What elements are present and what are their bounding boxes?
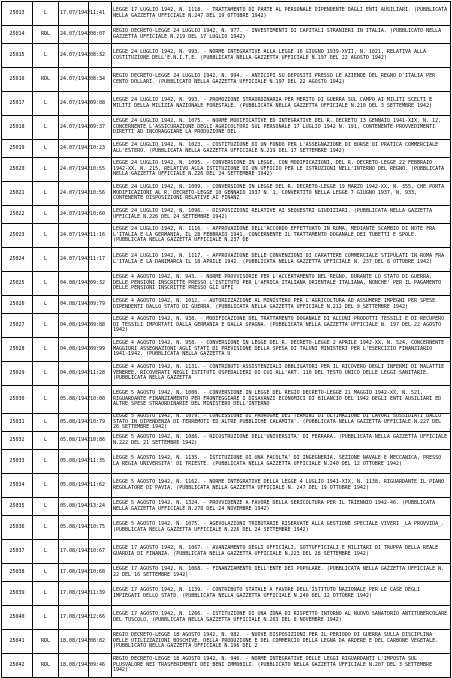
record-number-cell: 25014 [2,26,33,44]
table-row [2,182,451,206]
time-cell: 09:79 [89,296,112,314]
table-row [2,224,451,248]
time-cell: 09:37 [89,116,112,140]
time-cell: 13:24 [89,498,112,516]
record-number-cell: 25041 [2,630,33,654]
act-type-cell: L [33,450,59,474]
table-row [2,386,451,414]
record-number-cell: 25040 [2,606,33,630]
time-cell: 12:66 [89,606,112,630]
act-date-cell: 04.08/1942 [59,296,89,314]
act-type-cell: L [33,182,59,206]
record-number-cell: 25027 [2,314,33,338]
act-description-cell: LEGGE 24 LUGLIO 1942, N. 1009. - CONVERSIONE IN LEGGE DEL R. DECRETO-LEGGE 19 MARZO 1942-XX, N. 355, CHE PORTA MODIFICAZIONI AL R. DECRETO-LEGGE 10 GENNAIO 1937 N. 1, CONVERTITO NELLA LEGGE 7 GIUGNO 1937, N. 933, CONTENENTE DISPOSIZIONI RELATIVE AI FINANZ [112,182,451,206]
act-date-cell: 18.08/1942 [59,630,89,654]
act-description-cell: LEGGE 4 AGOSTO 1942, N. 938. - MODIFICAZIONE DEL TRATTAMENTO DOGANALE DI ALCUNI PRODOTTI TESSILI E DI RECUPERO DI TESSILI IMPORTATI DALLA GERMANIA E DALLA SPAGNA. (PUBBLICATA NELLA GAZZETTA UFFICIALE N. 197 DEL 22 AGOSTO 1942) [112,314,451,338]
record-number-cell: 25042 [2,654,33,678]
time-cell: 11:39 [89,582,112,606]
record-number-cell: 25019 [2,140,33,158]
act-description-cell: LEGGE 17 AGOSTO 1942, N. 1068. - FINANZIAMENTO DELL'ENTE DEI POPOLARE. (PUBBLICATA NELLA GAZZETTA UFFICIALE N. 22 DEL 16 SETTEMBRE 1942) [112,564,451,582]
act-type-cell: L [33,158,59,182]
act-date-cell: 24.07/1942 [59,116,89,140]
time-cell: 10:00 [89,386,112,414]
time-cell: 10:79 [89,414,112,432]
act-type-cell: RDL [33,26,59,44]
act-type-cell: L [33,272,59,296]
act-type-cell: RDL [33,68,59,92]
act-date-cell: 04.08/1942 [59,272,89,296]
act-description-cell: LEGGE 5 AGOSTO 1942, N. 1324. - PROVVIDENZE A FAVORE DELLA SERICOLTURA PER IL TRIENNIO 1942-46. (PUBBLICATA NELLA GAZZETTA UFFICIALE N.278 DEL 24 NOVEMBRE 1942) [112,498,451,516]
act-description-cell: LEGGE 24 LUGLIO 1942, N. 993. - NORME INTEGRATIVE ALLA LEGGE 16 GIUGNO 1939-XVII, N. 1021, RELATIVA ALLA COSTITUZIONE DELL'E.N.I.T.E. (PUBBLICATA NELLA GAZZETTA UFFICIALE N.197 DEL 22 AGOSTO 1942) [112,44,451,68]
act-type-cell: L [33,224,59,248]
act-date-cell: 05.08/1942 [59,386,89,414]
act-date-cell: 24.07/1942 [59,140,89,158]
time-cell: 10:60 [89,206,112,224]
act-description-cell: LEGGE 4 AGOSTO 1942, N. 1131. - CONTRIBUTI ASSISTENZIALI OBBLIGATORI PER IL RICOVERO DEGLI INFERMI DI MALATTIE VENEREE, RICOVERATI NEGLI ISTITUTI OSPEDALIERI DI CUI ALL'ART. 110 DEL TESTO UNICO DELLE LEGGI SANITARIE. (PUBBLICATA NELLA GAZZETTA [112,362,451,386]
act-date-cell: 24.07/1942 [59,44,89,68]
act-description-cell: LEGGE 5 AGOSTO 1942, N. 1000. - CONVERSIONE IN LEGGE DEL REGIO DECRETO-LEGGE 21 MAGGIO 1942-XX, N. 521, RIGUARDANTE FINANZIAMENTO PER FRONTEGGIARE I DISAVANZI ECONOMICI DI BILANCIO DEL 1942 DEGLI ENTI AUSILIARI ED ALTRE SPESE STRAORDINARIE DEL MINISTERO DELL'INTERNO [112,386,451,414]
record-number-cell: 25018 [2,116,33,140]
time-cell: 11:16 [89,224,112,248]
time-cell: 10:56 [89,182,112,206]
act-date-cell: 17.07/1942 [59,2,89,26]
act-date-cell: 05.08/1942 [59,450,89,474]
record-number-cell: 25026 [2,296,33,314]
record-number-cell: 25032 [2,432,33,450]
act-date-cell: 24.07/1942 [59,26,89,44]
record-number-cell: 25013 [2,2,33,26]
record-number-cell: 25024 [2,248,33,272]
act-date-cell: 05.08/1942 [59,474,89,498]
table-row [2,414,451,432]
table-row [2,338,451,362]
record-number-cell: 25015 [2,44,33,68]
act-date-cell: 24.07/1942 [59,206,89,224]
time-cell: 11:17 [89,248,112,272]
act-description-cell: LEGGE 24 LUGLIO 1942, N. 1117. - APPROVAZIONE DELLE CONVENZIONI DI CARATTERE COMMERCIALE STIPULATI IN ROMA FRA L'ITALIA E LA DANIMARCA IL 18 APRILE 1942. (PUBBLICATA NELLA GAZZETTA UFFICIALE N. 237 DEL 8 OTTOBRE 1942) [112,248,451,272]
act-description-cell: REGIO DECRETO-LEGGE 24 LUGLIO 1942, N. 977. - INVESTIMENTI DI CAPITALI STRANIERI IN ITALIA. (PUBBLICATO NELLA GAZZETTA UFFICIALE N.219 DEL 17 LUGLIO 1942) [112,26,451,44]
record-number-cell: 25036 [2,516,33,540]
act-description-cell: LEGGE 17 LUGLIO 1942, N. 1118. - TRATTAMENTO DI PARTE AL PERSONALE DIPENDENTE DAGLI ENTI AUSILIARI. (PUBBLICATA NELLA GAZZETTA UFFICIALE N.247 DEL 19 OTTOBRE 1942) [112,2,451,26]
table-row [2,206,451,224]
record-number-cell: 25020 [2,158,33,182]
act-date-cell: 24.07/1942 [59,158,89,182]
table-row [2,540,451,564]
act-date-cell: 05.08/1942 [59,414,89,432]
time-cell: 11:28 [89,362,112,386]
act-description-cell: LEGGE 24 LUGLIO 1942, N. 1023. - COSTITUZIONE DI UN FONDO PER L'ASSEGNAZIONE DI BORSE DI PRATICA COMMERCIALE ALL'ESTERO. (PUBBLICATA NELLA GAZZETTA UFFICIALE N.219 DEL 17 SETTEMBRE 1942) [112,140,451,158]
time-cell: 09:32 [89,272,112,296]
table-row [2,272,451,296]
time-cell: 10:75 [89,516,112,540]
table-row [2,450,451,474]
record-number-cell: 25031 [2,414,33,432]
act-type-cell: L [33,362,59,386]
act-type-cell: L [33,2,59,26]
act-description-cell: REGIO DECRETO-LEGGE 18 AGOSTO 1942, N. 946. - NORME INTEGRATIVE DELLE LEGGI RIGUARDANTI L'IMPOSTA SUL PLUSVALORE NEI TRASFERIMENTI DEI BENI IMMOBILI. (PUBBLICATO NELLA GAZZETTA UFFICIALE N.207 DEL 3 SETTEMBRE 1942) [112,654,451,678]
table-row [2,314,451,338]
record-number-cell: 25030 [2,386,33,414]
time-cell: 08:07 [89,26,112,44]
act-date-cell: 04.08/1942 [59,314,89,338]
act-description-cell: REGIO DECRETO-LEGGE 18 AGOSTO 1942, N. 982. - NUOVE DISPOSIZIONI PER IL PERIODO DI GUERRA SULLA DISCIPLINA DELLE UTILIZZAZIONI BOSCHIVE, DELLA PRODUZIONE E DEL COMMERCIO DELLA LEGNA DA ARDERE E DEL CARBONE VEGETALE. (PUBBLICATO NELLA GAZZETTA UFFICIALE N.196 DEL 2 [112,630,451,654]
act-date-cell: 17.08/1942 [59,564,89,582]
table-row [2,68,451,92]
act-description-cell: LEGGE 17 AGOSTO 1942, N. 1139. - CONTRIBUTO STATALE A FAVORE DELL'ISTITUTO NAZIONALE PER LE CASE DEGLI IMPIEGATI DELLO STATO. (PUBBLICATA NELLA GAZZETTA UFFICIALE N.240 DEL 12 OTTOBRE 1942) [112,582,451,606]
act-type-cell: L [33,474,59,498]
time-cell: 10:67 [89,540,112,564]
act-description-cell: LEGGE 4 AGOSTO 1942, N. 958. - CONVERSIONE IN LEGGE DEL R. DECRETO-LEGGE 2 APRILE 1942-XX, N. 524, CONCERNENTE MAGGIORI ASSEGNAZIONI AGLI STATI DI PREVISIONE DELLA SPESA DI TALUNI MINISTERI PER L'ESERCIZIO FINANZIARIO 1941-1942. (PUBBLICATA NELLA GAZZETTA U [112,338,451,362]
table-row [2,630,451,654]
table-body [2,2,451,678]
act-type-cell: L [33,516,59,540]
register-sheet [0,1,452,674]
act-type-cell: L [33,540,59,564]
legislation-table [1,1,451,678]
record-number-cell: 25022 [2,206,33,224]
act-description-cell: LEGGE 24 LUGLIO 1942, N. 1096. - DISPOSIZIONI RELATIVE AI SEQUESTRI GIUDIZIARI. (PUBBLICATA NELLA GAZZETTA UFFICIALE N.226 DEL 24 SETTEMBRE 1942) [112,206,451,224]
record-number-cell: 25023 [2,224,33,248]
act-type-cell: L [33,116,59,140]
record-number-cell: 25037 [2,540,33,564]
table-row [2,92,451,116]
act-date-cell: 24.07/1942 [59,182,89,206]
time-cell: 08:82 [89,630,112,654]
table-row [2,474,451,498]
act-type-cell: RDL [33,654,59,678]
time-cell: 09:46 [89,654,112,678]
act-type-cell: L [33,44,59,68]
table-row [2,116,451,140]
record-number-cell: 25025 [2,272,33,296]
record-number-cell: 25021 [2,182,33,206]
act-type-cell: L [33,206,59,224]
table-row [2,140,451,158]
act-date-cell: 17.08/1942 [59,606,89,630]
time-cell: 09:08 [89,92,112,116]
time-cell: 10:68 [89,564,112,582]
act-description-cell: LEGGE 24 LUGLIO 1942, N. 1075. - NORME MODIFICATIVE ED INTEGRATIVE DEL R. DECRETO 13 GENNAIO 1941-XIX, N. 12, CONCERNENTE L'ASSICURAZIONE DEGLI AGRICOLTORI SUL PERSONALE 17 LUGLIO 1942 N. 191, CONTENENTE PROVVEDIMENTI DIRETTI AD INCORAGGIARE LA PRODUZIONE DEL [112,116,451,140]
act-description-cell: LEGGE 17 AGOSTO 1942, N. 1067. - AVANZAMENTO DEGLI UFFICIALI, SOTTUFFICIALI E MILITARI DI TRUPPA DELLA REALE GUARDIA DI FINANZA. (PUBBLICATA NELLA GAZZETTA UFFICIALE N.223 DEL 28 SETTEMBRE 1942) [112,540,451,564]
act-description-cell: LEGGE 5 AGOSTO 1942, N. 1079. - CONCESSIONE DI PROROGHE DEI TERMINI DI ULTIMAZIONE DI LAVORI SUSSIDIATI DALLO STATO IN DIPENDENZA DI TERREMOTI ED ALTRE PUBBLICHE CALAMITA'. (PUBBLICATA NELLA GAZZETTA UFFICIALE N.227 DEL 26 SETTEMBRE 1942) [112,414,451,432]
time-cell: 08:34 [89,68,112,92]
act-type-cell: L [33,314,59,338]
act-description-cell: LEGGE 5 AGOSTO 1942, N. 1135. - ISTITUZIONE DI UNA FACOLTA' DI INGEGNERIA, SEZIONE NAVALE E MECCANICA, PRESSO LA REGIA UNIVERSITA' DI TRIESTE. (PUBBLICATA NELLA GAZZETTA UFFICIALE N.240 DEL 12 OTTOBRE 1942) [112,450,451,474]
act-type-cell: L [33,386,59,414]
act-date-cell: 18.08/1942 [59,654,89,678]
act-date-cell: 24.07/1942 [59,248,89,272]
table-row [2,2,451,26]
act-description-cell: LEGGE 4 AGOSTO 1942, N. 1012. - AUTORIZZAZIONE AL MINISTERO PER L'AGRICOLTURA AD ASSUMERE IMPEGNI PER SPESE DIPENDENTI DALLO STATO DI GUERRA. (PUBBLICATA NELLA GAZZETTA UFFICIALE N.212 DEL 9 SETTEMBRE 1942) [112,296,451,314]
time-cell: 11:35 [89,450,112,474]
time-cell: 09:88 [89,314,112,338]
time-cell: 09:99 [89,338,112,362]
table-row [2,248,451,272]
act-type-cell: L [33,606,59,630]
act-date-cell: 24.07/1942 [59,68,89,92]
time-cell: 11:41 [89,2,112,26]
table-row [2,26,451,44]
time-cell: 10:86 [89,432,112,450]
act-type-cell: RDL [33,630,59,654]
table-row [2,654,451,678]
table-row [2,582,451,606]
record-number-cell: 25016 [2,68,33,92]
act-description-cell: LEGGE 24 LUGLIO 1942, N. 993. - PROMOZIONE STRAORDINARIA PER MERITO DI GUERRA SUL CAMPO AI MILITI SCELTI E MILITI DELLA MILIZIA NAZIONALE FORESTALE. (PUBBLICATA NELLA GAZZETTA UFFICIALE N.210 DEL 3 SETTEMBRE 1942) [112,92,451,116]
table-row [2,158,451,182]
act-description-cell: LEGGE 24 LUGLIO 1942, N. 1095. - CONVERSIONE IN LEGGE, CON MODIFICAZIONI, DEL R. DECRETO-LEGGE 22 FEBBRAIO 1942-XX, N. 215, RELATIVO ALLA ISTITUZIONE DI UN UFFICIO PER LE ISTRUZIONI NELL'INTERNO DEL REGNO. (PUBBLICATA NELLA GAZZETTA UFFICIALE N.226 DEL 24 SETTEMBRE 1942) [112,158,451,182]
record-number-cell: 25033 [2,450,33,474]
table-row [2,44,451,68]
act-type-cell: L [33,338,59,362]
act-type-cell: L [33,140,59,158]
table-row [2,564,451,582]
time-cell: 08:32 [89,44,112,68]
table-row [2,296,451,314]
act-date-cell: 05.08/1942 [59,432,89,450]
act-type-cell: L [33,296,59,314]
act-type-cell: L [33,498,59,516]
time-cell: 11:62 [89,474,112,498]
act-date-cell: 04.08/1942 [59,338,89,362]
record-number-cell: 25035 [2,498,33,516]
act-date-cell: 05.08/1942 [59,498,89,516]
table-row [2,362,451,386]
act-description-cell: LEGGE 5 AGOSTO 1942, N. 1162. - NORME INTEGRATIVE DELLA LEGGE 4 LUGLIO 1941-XIX, N. 1138, RIGUARDANTE IL PIANO REGOLATORE DI PAVIA. (PUBBLICATA NELLA GAZZETTA UFFICIALE N. 247 DEL 19 OTTOBRE 1942) [112,474,451,498]
act-type-cell: L [33,564,59,582]
act-type-cell: L [33,432,59,450]
table-row [2,516,451,540]
act-description-cell: LEGGE 24 LUGLIO 1942, N. 1116. - APPROVAZIONE DELL'ACCORDO EFFETTUATO IN ROMA, MEDIANTE SCAMBIO DI NOTE FRA L'ITALIA E LA GERMANIA, IL 28 FEBBRAIO 1941, CONCERNENTE IL TRATTAMENTO DOGANALE DEI TUBETTI E SPOLE. (PUBBLICATA NELLA GAZZETTA UFFICIALE N.237 DE [112,224,451,248]
time-cell: 10:23 [89,140,112,158]
time-cell: 10:55 [89,158,112,182]
act-type-cell: L [33,582,59,606]
record-number-cell: 25034 [2,474,33,498]
act-date-cell: 17.08/1942 [59,540,89,564]
act-date-cell: 24.07/1942 [59,92,89,116]
act-description-cell: LEGGE 4 AGOSTO 1942, N. 943. - NORME PROVVISORIE PER L'ACCERTAMENTO NEL REGNO, DURANTE LO STATO DI GUERRA, DELLE PENSIONI INSCRITTE PRESSO L'ISTITUTO PER L'AFRICA ITALIANA ORIENTALE ITALIANA, NONCHE' PER IL PAGAMENTO DELLE PENSIONI INSCRITTE PRESSO GLI UFFI [112,272,451,296]
table-row [2,432,451,450]
act-date-cell: 05.08/1942 [59,516,89,540]
record-number-cell: 25028 [2,338,33,362]
record-number-cell: 25038 [2,564,33,582]
record-number-cell: 25029 [2,362,33,386]
table-row [2,498,451,516]
act-description-cell: LEGGE 17 AGOSTO 1942, N. 1266. - ISTITUZIONE DI UNA ZONA DI RISPETTO INTORNO AL NUOVO SANATORIO ANTITUBERCOLARE DEL TUSCOLO. (PUBBLICATA NELLA GAZZETTA UFFICIALE N.263 DEL 8 NOVEMBRE 1942) [112,606,451,630]
act-type-cell: L [33,248,59,272]
act-description-cell: LEGGE 5 AGOSTO 1942, N. 1075. - AGEVOLAZIONI TRIBUTARIE RISERVATE ALLA GESTIONE SPECIALE VIVERI _LA PROVVIDA_. (PUBBLICATA NELLA GAZZETTA UFFICIALE N.226 DEL 24 SETTEMBRE 1942) [112,516,451,540]
act-date-cell: 04.08/1942 [59,362,89,386]
record-number-cell: 25039 [2,582,33,606]
act-description-cell: LEGGE 5 AGOSTO 1942, N. 1086. - RICOSTRUZIONE DELL'UNIVERSITA' DI FERRARA. (PUBBLICATA NELLA GAZZETTA UFFICIALE N.222 DEL 21 SETTEMBRE 1942) [112,432,451,450]
act-description-cell: REGIO DECRETO-LEGGE 24 LUGLIO 1942, N. 994. - ANTICIPI SU DEPOSITI PRESSO LE AZIENDE DEL REGNO D'ITALIA PER CENTO DOLLARI. (PUBBLICATO NELLA GAZZETTA UFFICIALE N.197 DEL 22 AGOSTO 1942) [112,68,451,92]
act-date-cell: 17.08/1942 [59,582,89,606]
act-date-cell: 24.07/1942 [59,224,89,248]
act-type-cell: L [33,92,59,116]
table-row [2,606,451,630]
record-number-cell: 25017 [2,92,33,116]
act-type-cell: L [33,414,59,432]
